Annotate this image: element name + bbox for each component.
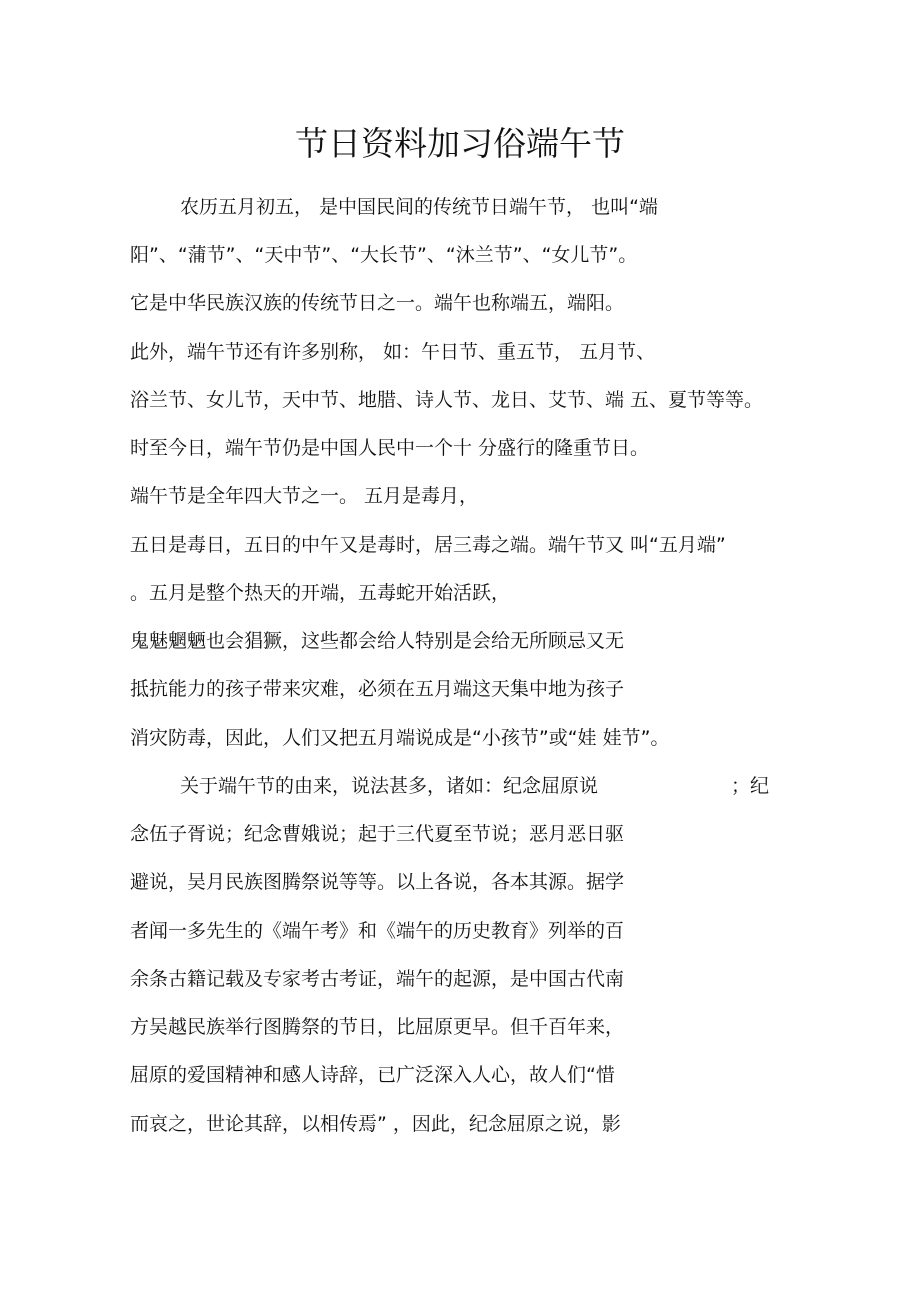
- body-line: 者闻一多先生的《端午考》和《端午的历史教育》列举的百: [130, 920, 625, 942]
- body-line: 余条古籍记载及专家考古考证，端午的起源，是中国古代南: [130, 968, 625, 990]
- body-line: 它是中华民族汉族的传统节日之一。端午也称端五，端阳。: [130, 292, 625, 314]
- body-line: 屈原的爱国精神和感人诗辞，已广泛深入人心，故人们“惜: [130, 1064, 615, 1086]
- body-line: 关于端午节的由来，说法甚多，诸如：纪念屈原说 ；纪: [180, 775, 770, 797]
- body-line: 念伍子胥说；纪念曹娥说；起于三代夏至节说；恶月恶日驱: [130, 823, 625, 845]
- body-line: 五日是毒日，五日的中午又是毒时，居三毒之端。端午节又 叫“五月端”: [130, 534, 726, 556]
- body-line: 方吴越民族举行图腾祭的节日，比屈原更早。但千百年来，: [130, 1016, 625, 1038]
- body-line: 农历五月初五， 是中国民间的传统节日端午节， 也叫“端: [180, 196, 658, 218]
- body-line: 鬼魅魍魉也会猖獗，这些都会给人特别是会给无所顾忌又无: [130, 630, 625, 652]
- body-line: 时至今日，端午节仍是中国人民中一个十 分盛行的隆重节日。: [130, 437, 650, 459]
- body-line: 阳”、“蒲节”、“天中节”、“大长节”、“沐兰节”、“女儿节”。: [130, 244, 638, 266]
- body-line: 浴兰节、女儿节，天中节、地腊、诗人节、龙日、艾节、端 五、夏节等等。: [130, 389, 764, 411]
- body-line: 消灾防毒，因此，人们又把五月端说成是“小孩节”或“娃 娃节”。: [130, 727, 670, 749]
- body-line: 避说，吴月民族图腾祭说等等。以上各说，各本其源。据学: [130, 871, 625, 893]
- body-line: 。五月是整个热天的开端，五毒蛇开始活跃，: [130, 582, 511, 604]
- body-line: 抵抗能力的孩子带来灾难，必须在五月端这天集中地为孩子: [130, 678, 625, 700]
- body-line: 而哀之，世论其辞，以相传焉” ，因此，纪念屈原之说，影: [130, 1113, 621, 1135]
- document-title: 节日资料加习俗端午节: [295, 124, 625, 163]
- body-line: 此外，端午节还有许多别称， 如：午日节、重五节， 五月节、: [130, 341, 656, 363]
- body-line: 端午节是全年四大节之一。 五月是毒月，: [130, 485, 479, 507]
